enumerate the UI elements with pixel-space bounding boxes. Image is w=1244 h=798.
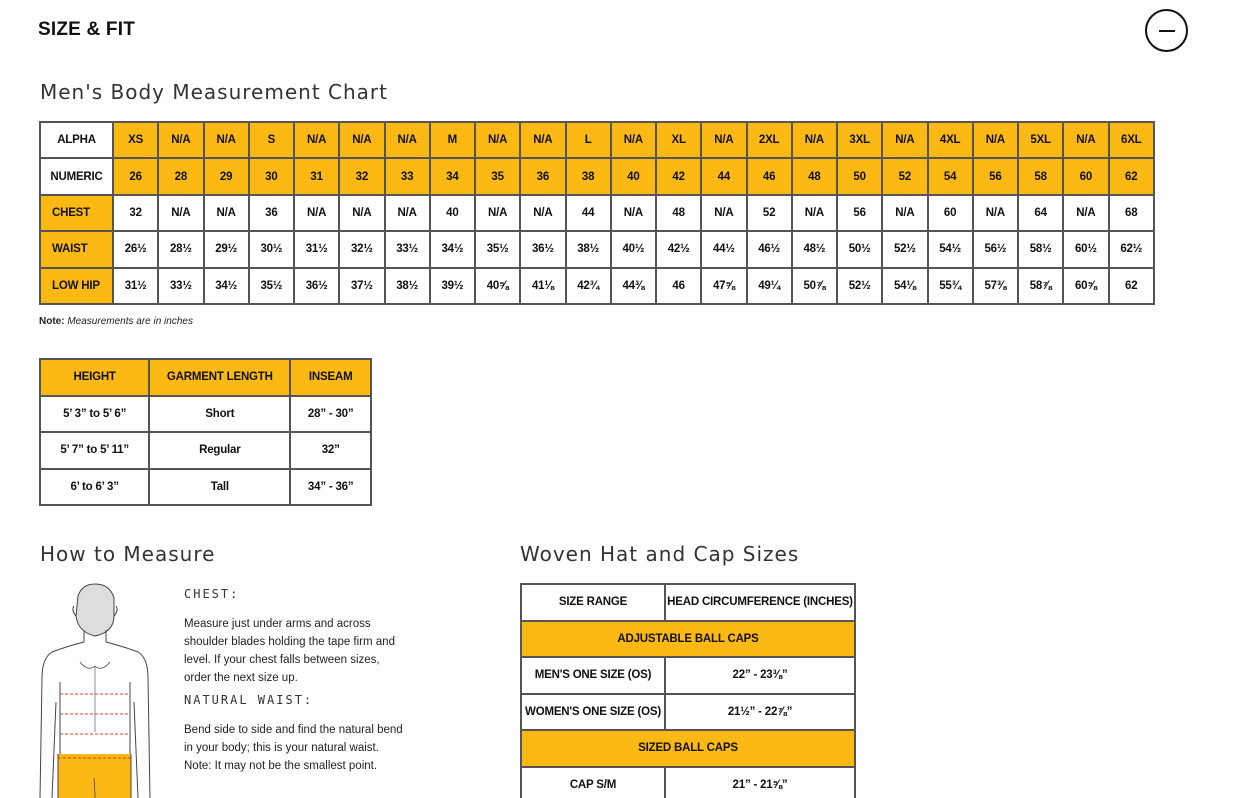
table-cell: 26½ xyxy=(113,231,158,267)
table-header: GARMENT LENGTH xyxy=(149,359,290,396)
table-cell: 22” - 23⅜” xyxy=(665,657,855,694)
table-cell: 29 xyxy=(204,158,249,194)
table-cell: N/A xyxy=(475,122,520,158)
table-cell: N/A xyxy=(339,195,384,231)
table-cell: Short xyxy=(149,396,290,433)
table-cell: 44½ xyxy=(701,231,746,267)
row-label: WAIST xyxy=(40,231,113,267)
table-cell: 47⅝ xyxy=(701,268,746,304)
table-cell: 30 xyxy=(249,158,294,194)
table-cell: 36 xyxy=(520,158,565,194)
table-cell: 50½ xyxy=(837,231,882,267)
table-cell: 58 xyxy=(1018,158,1063,194)
table-cell: S xyxy=(249,122,294,158)
body-figure-illustration xyxy=(38,582,158,798)
table-cell: N/A xyxy=(385,122,430,158)
table-cell: 26 xyxy=(113,158,158,194)
table-cell: 44 xyxy=(566,195,611,231)
table-cell: 42¾ xyxy=(566,268,611,304)
table-cell: 35½ xyxy=(475,231,520,267)
table-group-label: SIZED BALL CAPS xyxy=(521,730,855,767)
row-label: CHEST xyxy=(40,195,113,231)
table-cell: 34 xyxy=(430,158,475,194)
how-to-measure-title: How to Measure xyxy=(40,542,216,566)
table-cell: 52 xyxy=(882,158,927,194)
table-cell: 56 xyxy=(837,195,882,231)
table-cell: 32½ xyxy=(339,231,384,267)
table-cell: 57⅜ xyxy=(973,268,1018,304)
table-cell: 33½ xyxy=(385,231,430,267)
table-cell: XS xyxy=(113,122,158,158)
table-cell: 32 xyxy=(113,195,158,231)
garment-length-table xyxy=(39,358,372,506)
table-cell: N/A xyxy=(973,195,1018,231)
table-row xyxy=(521,767,855,798)
table-row xyxy=(521,657,855,694)
table-cell: Regular xyxy=(149,432,290,469)
table-cell: 6’ to 6’ 3” xyxy=(40,469,149,506)
page-title: SIZE & FIT xyxy=(38,19,135,40)
minus-icon xyxy=(1159,30,1175,32)
table-cell: 34½ xyxy=(204,268,249,304)
table-cell: 38 xyxy=(566,158,611,194)
table-cell: 60 xyxy=(928,195,973,231)
row-label: NUMERIC xyxy=(40,158,113,194)
table-cell: CAP S/M xyxy=(521,767,665,798)
table-cell: 48½ xyxy=(792,231,837,267)
table-cell: 44⅜ xyxy=(611,268,656,304)
table-row xyxy=(521,694,855,731)
table-cell: 40 xyxy=(611,158,656,194)
table-cell: MEN'S ONE SIZE (OS) xyxy=(521,657,665,694)
table-header: HEAD CIRCUMFERENCE (INCHES) xyxy=(665,584,855,621)
table-cell: WOMEN'S ONE SIZE (OS) xyxy=(521,694,665,731)
body-chart-title: Men's Body Measurement Chart xyxy=(40,80,388,104)
table-cell: 46 xyxy=(656,268,701,304)
table-cell: N/A xyxy=(204,122,249,158)
table-cell: 54 xyxy=(928,158,973,194)
table-cell: 55¾ xyxy=(928,268,973,304)
table-cell: 46 xyxy=(747,158,792,194)
table-cell: N/A xyxy=(611,122,656,158)
note-label: Note: xyxy=(39,316,65,327)
table-cell: 58½ xyxy=(1018,231,1063,267)
table-cell: 48 xyxy=(656,195,701,231)
table-row xyxy=(40,268,1154,304)
table-cell: 28” - 30” xyxy=(290,396,371,433)
table-cell: 42½ xyxy=(656,231,701,267)
table-row xyxy=(40,396,371,433)
table-cell: 21” - 21⅝” xyxy=(665,767,855,798)
table-group-label: ADJUSTABLE BALL CAPS xyxy=(521,621,855,658)
table-row xyxy=(40,195,1154,231)
table-cell: N/A xyxy=(520,122,565,158)
waist-text: Bend side to side and find the natural bend in your body; this is your natural waist. Note: It may not be the smallest point. xyxy=(184,724,403,772)
table-cell: N/A xyxy=(520,195,565,231)
table-header: INSEAM xyxy=(290,359,371,396)
table-cell: 46½ xyxy=(747,231,792,267)
table-cell: 60⅝ xyxy=(1063,268,1108,304)
table-cell: 4XL xyxy=(928,122,973,158)
table-cell: 40⅝ xyxy=(475,268,520,304)
table-cell: 56 xyxy=(973,158,1018,194)
table-cell: N/A xyxy=(882,195,927,231)
table-cell: 54⅛ xyxy=(882,268,927,304)
table-cell: 40 xyxy=(430,195,475,231)
table-cell: 33 xyxy=(385,158,430,194)
table-cell: N/A xyxy=(611,195,656,231)
table-cell: 38½ xyxy=(566,231,611,267)
table-group-row xyxy=(521,621,855,658)
table-header-row xyxy=(521,584,855,621)
table-row xyxy=(40,231,1154,267)
table-cell: 21½” - 22⅞” xyxy=(665,694,855,731)
table-cell: 38½ xyxy=(385,268,430,304)
table-cell: 50⅞ xyxy=(792,268,837,304)
table-cell: 6XL xyxy=(1109,122,1155,158)
row-label: LOW HIP xyxy=(40,268,113,304)
table-cell: 49¼ xyxy=(747,268,792,304)
table-cell: 34½ xyxy=(430,231,475,267)
table-cell: 5’ 3” to 5’ 6” xyxy=(40,396,149,433)
table-cell: 62 xyxy=(1109,268,1155,304)
table-cell: 28 xyxy=(158,158,203,194)
table-cell: N/A xyxy=(792,122,837,158)
table-cell: 60 xyxy=(1063,158,1108,194)
chest-heading: CHEST: xyxy=(184,587,240,601)
table-cell: 41⅛ xyxy=(520,268,565,304)
table-cell: 31 xyxy=(294,158,339,194)
hat-chart-title: Woven Hat and Cap Sizes xyxy=(520,542,800,566)
table-cell: 32 xyxy=(339,158,384,194)
table-cell: N/A xyxy=(882,122,927,158)
table-cell: 34” - 36” xyxy=(290,469,371,506)
table-cell: 52½ xyxy=(837,268,882,304)
table-cell: 3XL xyxy=(837,122,882,158)
collapse-button[interactable] xyxy=(1145,9,1188,52)
table-cell: N/A xyxy=(792,195,837,231)
table-cell: Tall xyxy=(149,469,290,506)
table-cell: 50 xyxy=(837,158,882,194)
chest-instructions xyxy=(184,587,414,687)
table-cell: 64 xyxy=(1018,195,1063,231)
table-cell: 40½ xyxy=(611,231,656,267)
table-cell: N/A xyxy=(204,195,249,231)
body-measurement-table xyxy=(39,121,1155,305)
table-cell: N/A xyxy=(475,195,520,231)
table-cell: 60½ xyxy=(1063,231,1108,267)
table-cell: 52½ xyxy=(882,231,927,267)
note xyxy=(39,316,193,327)
table-cell: 42 xyxy=(656,158,701,194)
table-cell: 52 xyxy=(747,195,792,231)
table-cell: 5’ 7” to 5’ 11” xyxy=(40,432,149,469)
table-cell: L xyxy=(566,122,611,158)
table-header: SIZE RANGE xyxy=(521,584,665,621)
table-cell: 31½ xyxy=(294,231,339,267)
table-cell: N/A xyxy=(701,195,746,231)
table-cell: 48 xyxy=(792,158,837,194)
table-cell: M xyxy=(430,122,475,158)
chest-text: Measure just under arms and across shoulder blades holding the tape firm and level. If your chest falls between sizes, order the next size up. xyxy=(184,618,395,684)
table-cell: 32” xyxy=(290,432,371,469)
table-cell: N/A xyxy=(158,122,203,158)
note-text: Measurements are in inches xyxy=(67,316,193,327)
table-header: HEIGHT xyxy=(40,359,149,396)
table-header-row xyxy=(40,359,371,396)
table-cell: N/A xyxy=(701,122,746,158)
table-cell: 58⅞ xyxy=(1018,268,1063,304)
table-row xyxy=(40,432,371,469)
row-label: ALPHA xyxy=(40,122,113,158)
table-cell: 28½ xyxy=(158,231,203,267)
table-cell: 36 xyxy=(249,195,294,231)
table-cell: N/A xyxy=(158,195,203,231)
table-cell: 33½ xyxy=(158,268,203,304)
table-cell: 35 xyxy=(475,158,520,194)
table-cell: 44 xyxy=(701,158,746,194)
table-cell: 54½ xyxy=(928,231,973,267)
table-cell: 2XL xyxy=(747,122,792,158)
table-row xyxy=(40,469,371,506)
table-cell: N/A xyxy=(294,122,339,158)
table-cell: 36½ xyxy=(520,231,565,267)
table-cell: N/A xyxy=(294,195,339,231)
table-cell: 68 xyxy=(1109,195,1155,231)
table-cell: 5XL xyxy=(1018,122,1063,158)
table-cell: 31½ xyxy=(113,268,158,304)
table-cell: XL xyxy=(656,122,701,158)
table-row xyxy=(40,122,1154,158)
table-cell: N/A xyxy=(339,122,384,158)
waist-heading: NATURAL WAIST: xyxy=(184,693,314,707)
table-cell: 29½ xyxy=(204,231,249,267)
table-cell: N/A xyxy=(1063,122,1108,158)
table-group-row xyxy=(521,730,855,767)
table-cell: 30½ xyxy=(249,231,294,267)
table-cell: N/A xyxy=(973,122,1018,158)
table-cell: 56½ xyxy=(973,231,1018,267)
hat-size-table xyxy=(520,583,856,798)
table-cell: 62½ xyxy=(1109,231,1155,267)
waist-instructions xyxy=(184,693,414,775)
table-cell: 39½ xyxy=(430,268,475,304)
table-cell: 36½ xyxy=(294,268,339,304)
table-cell: N/A xyxy=(385,195,430,231)
table-cell: 37½ xyxy=(339,268,384,304)
table-row xyxy=(40,158,1154,194)
table-cell: 35½ xyxy=(249,268,294,304)
table-cell: N/A xyxy=(1063,195,1108,231)
table-cell: 62 xyxy=(1109,158,1155,194)
